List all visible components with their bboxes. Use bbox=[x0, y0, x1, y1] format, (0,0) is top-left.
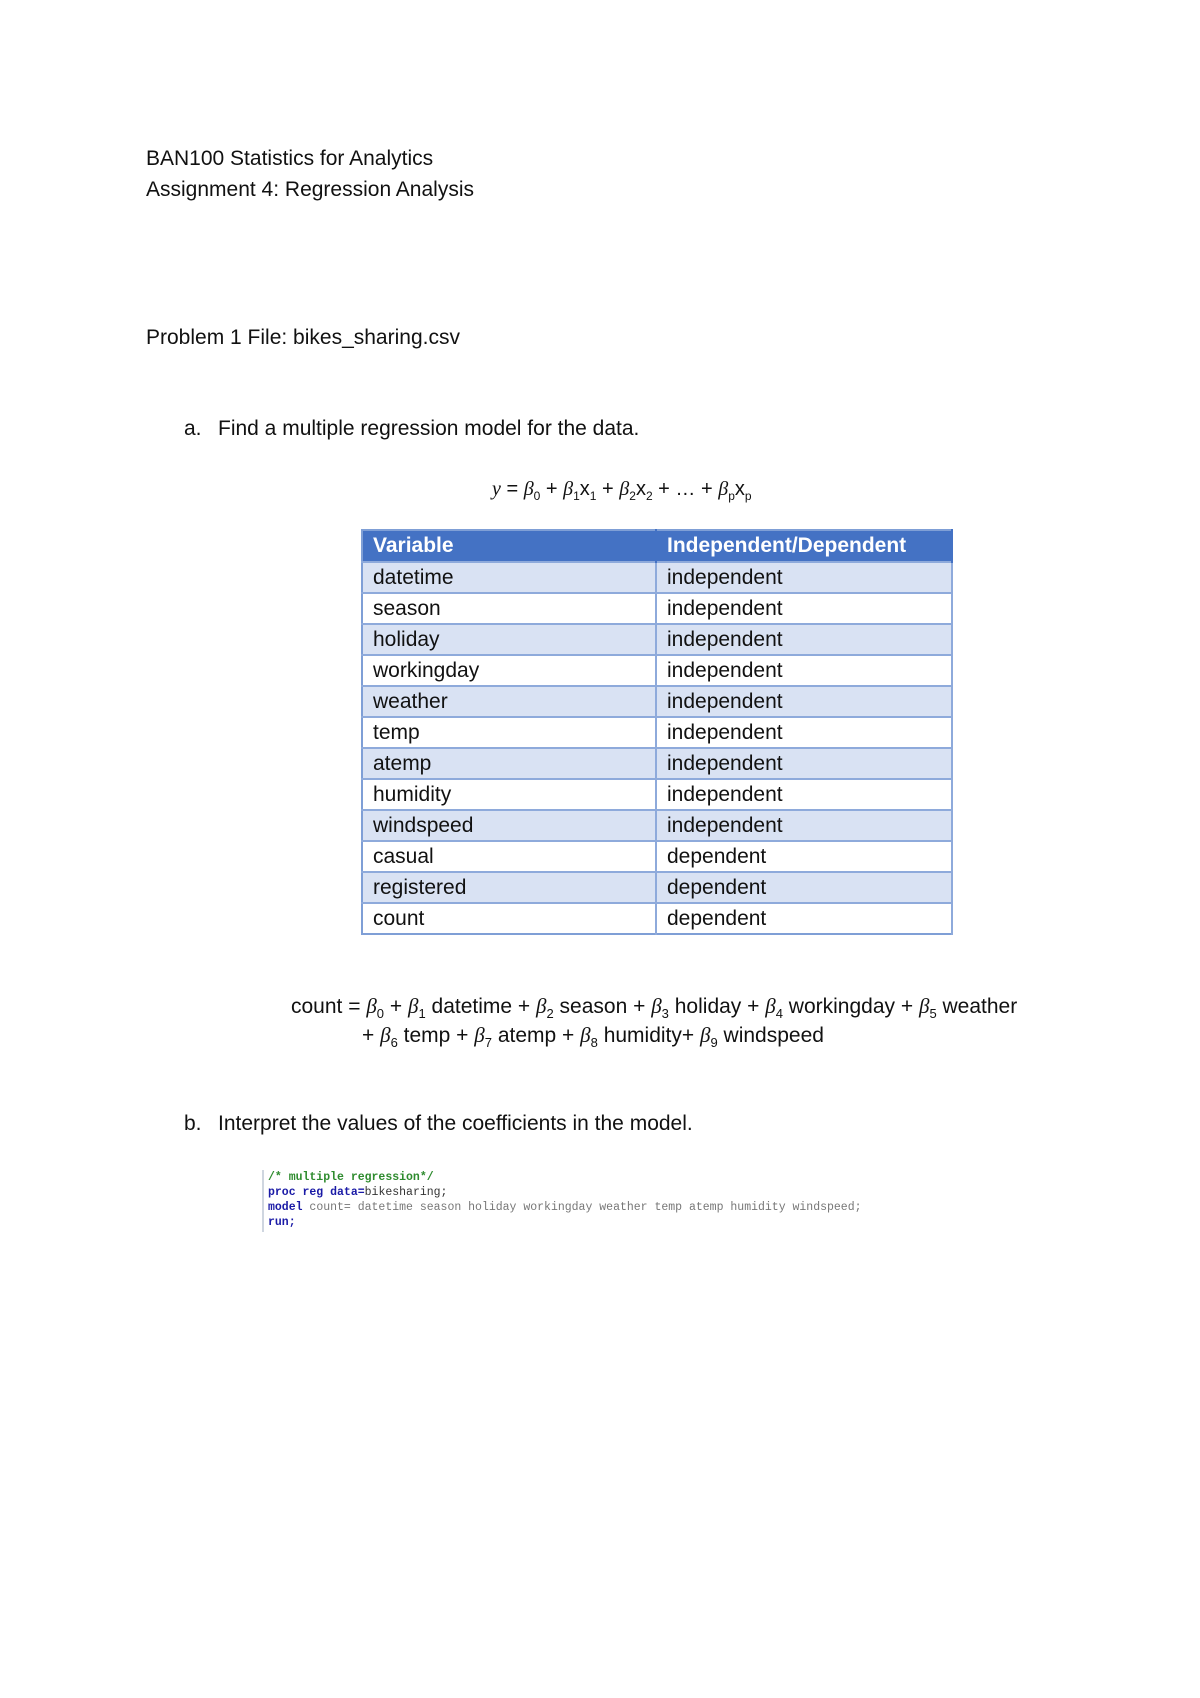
table-row bbox=[362, 903, 952, 934]
variable-cell: datetime bbox=[362, 562, 656, 593]
table-row bbox=[362, 779, 952, 810]
variable-cell: windspeed bbox=[362, 810, 656, 841]
table-row bbox=[362, 810, 952, 841]
code-line-comment: /* multiple regression*/ bbox=[268, 1171, 434, 1184]
type-cell: dependent bbox=[656, 841, 952, 872]
table-row bbox=[362, 841, 952, 872]
variable-cell: humidity bbox=[362, 779, 656, 810]
type-cell: independent bbox=[656, 810, 952, 841]
sas-code-snippet bbox=[262, 1170, 948, 1232]
variable-cell: temp bbox=[362, 717, 656, 748]
assignment-title: Assignment 4: Regression Analysis bbox=[146, 178, 474, 201]
table-row bbox=[362, 655, 952, 686]
table-row bbox=[362, 717, 952, 748]
type-cell: independent bbox=[656, 593, 952, 624]
question-b-label: b. bbox=[184, 1112, 202, 1135]
variable-cell: registered bbox=[362, 872, 656, 903]
code-line-run: run; bbox=[268, 1216, 296, 1229]
column-header-variable: Variable bbox=[362, 530, 656, 562]
variables-table bbox=[361, 529, 953, 935]
problem-heading: Problem 1 File: bikes_sharing.csv bbox=[146, 326, 460, 349]
course-title: BAN100 Statistics for Analytics bbox=[146, 147, 434, 170]
variable-cell: atemp bbox=[362, 748, 656, 779]
table-row bbox=[362, 748, 952, 779]
table-row bbox=[362, 686, 952, 717]
question-a-label: a. bbox=[184, 417, 202, 440]
type-cell: independent bbox=[656, 562, 952, 593]
code-line-proc: proc reg data=bikesharing; bbox=[268, 1186, 448, 1199]
table-header-row bbox=[362, 530, 952, 562]
code-line-model: model count= datetime season holiday workingday weather temp atemp humidity windspeed; bbox=[268, 1201, 862, 1214]
question-a-text: Find a multiple regression model for the data. bbox=[218, 417, 640, 440]
table-row bbox=[362, 562, 952, 593]
table-row bbox=[362, 624, 952, 655]
table-row bbox=[362, 872, 952, 903]
type-cell: dependent bbox=[656, 903, 952, 934]
type-cell: independent bbox=[656, 748, 952, 779]
type-cell: dependent bbox=[656, 872, 952, 903]
variable-cell: count bbox=[362, 903, 656, 934]
model-equation-line-1: count = $\beta_0 + \beta_1$ datetime + $\beta_2$ season + $\beta_3$ holiday + $\beta_4$ workingday + $\beta_5$ weather bbox=[291, 994, 1018, 1022]
model-equation-line-2: + $\beta_6$ temp + $\beta_7$ atemp + $\beta_8$ humidity+ $\beta_9$ windspeed bbox=[362, 1023, 824, 1051]
type-cell: independent bbox=[656, 779, 952, 810]
variable-cell: weather bbox=[362, 686, 656, 717]
variable-cell: holiday bbox=[362, 624, 656, 655]
variable-cell: workingday bbox=[362, 655, 656, 686]
type-cell: independent bbox=[656, 624, 952, 655]
table-row bbox=[362, 593, 952, 624]
type-cell: independent bbox=[656, 686, 952, 717]
type-cell: independent bbox=[656, 717, 952, 748]
variable-cell: season bbox=[362, 593, 656, 624]
general-regression-formula: $y = \beta_0 + \beta_1x_1 + \beta_2x_2$ + … + $\beta_px_p$ bbox=[492, 478, 752, 503]
variable-cell: casual bbox=[362, 841, 656, 872]
type-cell: independent bbox=[656, 655, 952, 686]
question-b-text: Interpret the values of the coefficients in the model. bbox=[218, 1112, 693, 1135]
column-header-type: Independent/Dependent bbox=[656, 530, 952, 562]
